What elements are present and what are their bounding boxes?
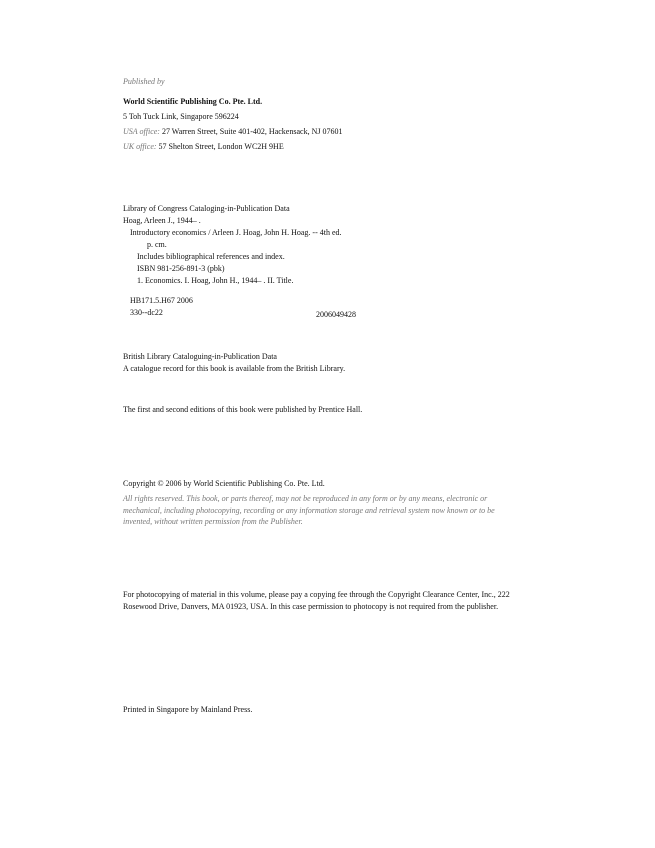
rights-statement: All rights reserved. This book, or parts thereof, may not be reproduced in any form or by any means, electronic or mechanical, including photocopying, recording or any information storage and retrieval system now known or to be invented, without written permission from the Publisher. <box>123 494 495 526</box>
loc-cip-heading: Library of Congress Cataloging-in-Publication Data <box>123 204 290 213</box>
publisher-block <box>123 76 523 153</box>
usa-office-line <box>123 126 523 138</box>
uk-office-address: 57 Shelton Street, London WC2H 9HE <box>158 142 284 151</box>
cip-author: Hoag, Arleen J., 1944– . <box>123 216 201 225</box>
photocopy-block <box>123 589 523 612</box>
loc-cip-block <box>123 203 523 319</box>
publisher-name: World Scientific Publishing Co. Pte. Ltd. <box>123 97 263 106</box>
british-cip-record: A catalogue record for this book is available from the British Library. <box>123 364 346 373</box>
printed-note: Printed in Singapore by Mainland Press. <box>123 705 253 714</box>
published-by-label: Published by <box>123 77 165 86</box>
cip-isbn: ISBN 981-256-891-3 (pbk) <box>137 264 225 273</box>
editions-note: The first and second editions of this book were published by Prentice Hall. <box>123 405 363 414</box>
cip-lccn: 2006049428 <box>316 310 356 319</box>
british-cip-heading: British Library Cataloguing-in-Publication Data <box>123 352 277 361</box>
usa-office-label: USA office: <box>123 127 160 136</box>
copyright-line: Copyright © 2006 by World Scientific Publishing Co. Pte. Ltd. <box>123 479 325 488</box>
cip-subjects: 1. Economics. I. Hoag, John H., 1944– . II. Title. <box>137 276 294 285</box>
photocopy-note: For photocopying of material in this volume, please pay a copying fee through the Copyright Clearance Center, Inc., 222 Rosewood Drive, Danvers, MA 01923, USA. In this case permission to photocopy is not required from the publisher. <box>123 590 510 611</box>
editions-block <box>123 404 523 416</box>
uk-office-line <box>123 141 523 153</box>
publisher-address: 5 Toh Tuck Link, Singapore 596224 <box>123 112 239 121</box>
british-cip-block <box>123 351 523 375</box>
cip-notes: Includes bibliographical references and index. <box>137 252 285 261</box>
cip-call-number: HB171.5.H67 2006 <box>130 296 193 305</box>
cip-pages: p. cm. <box>147 240 167 249</box>
copyright-block <box>123 478 523 528</box>
printed-block <box>123 704 523 716</box>
uk-office-label: UK office: <box>123 142 157 151</box>
cip-title-line: Introductory economics / Arleen J. Hoag, John H. Hoag. -- 4th ed. <box>130 228 342 237</box>
usa-office-address: 27 Warren Street, Suite 401-402, Hackensack, NJ 07601 <box>161 127 343 136</box>
cip-dewey: 330--dc22 <box>130 308 163 317</box>
